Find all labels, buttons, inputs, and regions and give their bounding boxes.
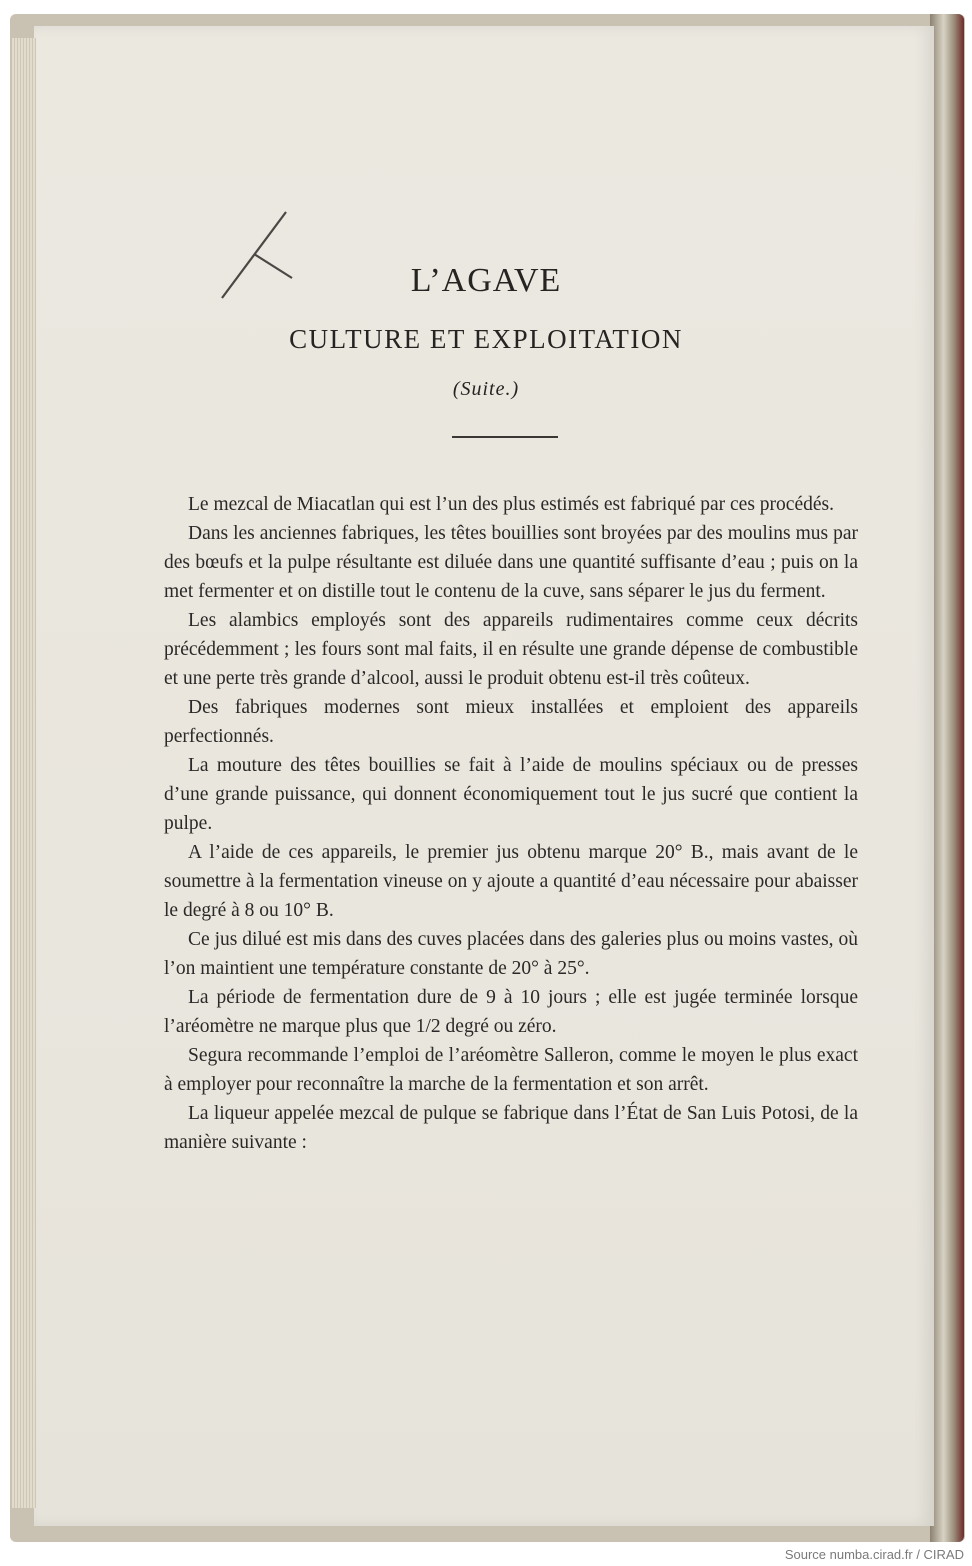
paragraph: Des fabriques modernes sont mieux installées et emploient des appareils perfectionnés. [164, 697, 858, 747]
body-text [164, 490, 858, 1157]
page-title: L’AGAVE [410, 262, 562, 299]
paragraph: Segura recommande l’emploi de l’aréomètre Salleron, comme le moyen le plus exact à employer pour reconnaître la marche de la fermentation et son arrêt. [164, 1045, 858, 1095]
suite-note: (Suite.) [452, 378, 520, 400]
paragraph: Les alambics employés sont des appareils rudimentaires comme ceux décrits précédemment ; les fours sont mal faits, il en résulte une grande dépense de combustible et une perte très grande d’alcool, aussi le produit obtenu est-il très coûteux. [164, 610, 858, 689]
paragraph: La mouture des têtes bouillies se fait à l’aide de moulins spéciaux ou de presses d’une grande puissance, qui donnent économiquement tout le jus sucré que contient la pulpe. [164, 755, 858, 834]
paragraph: La période de fermentation dure de 9 à 10 jours ; elle est jugée terminée lorsque l’aréomètre ne marque plus que 1/2 degré ou zéro. [164, 987, 858, 1037]
left-page-stack [12, 38, 36, 1508]
paragraph: Ce jus dilué est mis dans des cuves placées dans des galeries plus ou moins vastes, où l’on maintient une température constante de 20° à 25°. [164, 929, 858, 979]
paragraph: Le mezcal de Miacatlan qui est l’un des plus estimés est fabriqué par ces procédés. [188, 494, 834, 515]
title-divider [452, 436, 558, 438]
paragraph: La liqueur appelée mezcal de pulque se fabrique dans l’État de San Luis Potosi, de la manière suivante : [164, 1103, 858, 1153]
page-subtitle: CULTURE ET EXPLOITATION [289, 324, 683, 354]
paragraph: Dans les anciennes fabriques, les têtes bouillies sont broyées par des moulins mus par des bœufs et la pulpe résultante est diluée dans une quantité suffisante d’eau ; puis on la met fermenter et on distille tout le contenu de la cuve, sans séparer le jus du ferment. [164, 523, 858, 602]
source-credit: Source numba.cirad.fr / CIRAD [784, 1547, 964, 1562]
paragraph: A l’aide de ces appareils, le premier jus obtenu marque 20° B., mais avant de le soumettre à la fermentation vineuse on y ajoute a quantité d’eau nécessaire pour abaisser le degré à 8 ou 10° B. [164, 842, 858, 921]
right-page-stack [930, 14, 964, 1542]
